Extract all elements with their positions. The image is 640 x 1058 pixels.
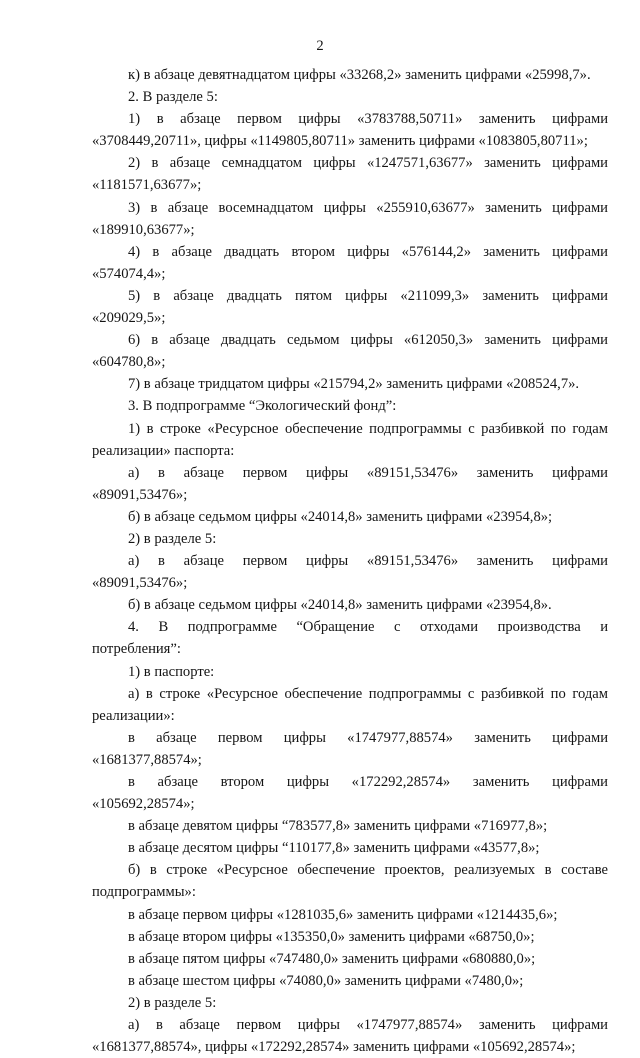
text-line: 1) в паспорте:	[128, 663, 215, 680]
text-line: в абзаце девятом цифры “783577,8» заменить цифрами «716977,8»;	[128, 818, 548, 835]
text-line: в абзаце десятом цифры “110177,8» заменить цифрами «43577,8»;	[128, 840, 540, 857]
text-line: «89091,53476»;	[92, 575, 188, 592]
text-line: «105692,28574»;	[92, 796, 195, 813]
text-line: 3. В подпрограмме “Экологический фонд”:	[128, 398, 397, 415]
text-line: 6) в абзаце двадцать седьмом цифры «612050,3» заменить цифрами	[128, 332, 608, 349]
document-body	[92, 64, 608, 1058]
text-line: 1) в абзаце первом цифры «3783788,50711» заменить цифрами	[128, 111, 608, 128]
text-line: б) в строке «Ресурсное обеспечение проектов, реализуемых в составе	[128, 862, 608, 879]
text-line: 3) в абзаце восемнадцатом цифры «255910,63677» заменить цифрами	[128, 199, 608, 216]
text-line: в абзаце первом цифры «1281035,6» заменить цифрами «1214435,6»;	[128, 906, 558, 923]
text-line: а) в абзаце первом цифры «1747977,88574» заменить цифрами	[128, 1017, 608, 1034]
text-line: «3708449,20711», цифры «1149805,80711» заменить цифрами «1083805,80711»;	[92, 133, 588, 150]
text-line: б) в абзаце седьмом цифры «24014,8» заменить цифрами «23954,8».	[128, 597, 552, 614]
text-line: 4) в абзаце двадцать втором цифры «576144,2» заменить цифрами	[128, 243, 608, 260]
text-line: реализации» паспорта:	[92, 442, 235, 459]
text-line: а) в абзаце первом цифры «89151,53476» заменить цифрами	[128, 464, 608, 481]
text-line: «189910,63677»;	[92, 221, 195, 238]
text-line: 2) в разделе 5:	[128, 530, 217, 547]
text-line: в абзаце шестом цифры «74080,0» заменить цифрами «7480,0»;	[128, 972, 524, 989]
text-line: подпрограммы»:	[92, 884, 196, 901]
text-line: потребления”:	[92, 641, 181, 658]
text-line: в абзаце втором цифры «135350,0» заменить цифрами «68750,0»;	[128, 928, 535, 945]
text-line: 2) в абзаце семнадцатом цифры «1247571,63677» заменить цифрами	[128, 155, 608, 172]
text-line: «1681377,88574», цифры «172292,28574» заменить цифрами «105692,28574»;	[92, 1039, 576, 1056]
text-line: 5) в абзаце двадцать пятом цифры «211099,3» заменить цифрами	[128, 287, 608, 304]
text-line: б) в абзаце седьмом цифры «24014,8» заменить цифрами «23954,8»;	[128, 508, 553, 525]
text-line: «89091,53476»;	[92, 486, 188, 503]
text-line: «604780,8»;	[92, 354, 166, 371]
text-line: реализации»:	[92, 707, 175, 724]
text-line: к) в абзаце девятнадцатом цифры «33268,2» заменить цифрами «25998,7».	[128, 67, 591, 83]
text-line: 7) в абзаце тридцатом цифры «215794,2» заменить цифрами «208524,7».	[128, 376, 580, 393]
text-line: а) в абзаце первом цифры «89151,53476» заменить цифрами	[128, 553, 608, 570]
text-line: в абзаце втором цифры «172292,28574» заменить цифрами	[128, 774, 608, 790]
text-line: 2. В разделе 5:	[128, 89, 218, 106]
text-line: 2) в разделе 5:	[128, 994, 217, 1011]
text-line: а) в строке «Ресурсное обеспечение подпрограммы с разбивкой по годам	[128, 685, 608, 702]
text-line: в абзаце пятом цифры «747480,0» заменить цифрами «680880,0»;	[128, 950, 536, 967]
page-number: 2	[316, 38, 324, 54]
text-line: «1681377,88574»;	[92, 751, 202, 768]
text-line: «574074,4»;	[92, 265, 166, 282]
text-line: 1) в строке «Ресурсное обеспечение подпрограммы с разбивкой по годам	[128, 420, 608, 437]
text-line: «1181571,63677»;	[92, 177, 202, 194]
text-line: 4. В подпрограмме “Обращение с отходами производства и	[128, 619, 608, 636]
text-line: «209029,5»;	[92, 310, 166, 327]
text-line: в абзаце первом цифры «1747977,88574» заменить цифрами	[128, 729, 608, 746]
